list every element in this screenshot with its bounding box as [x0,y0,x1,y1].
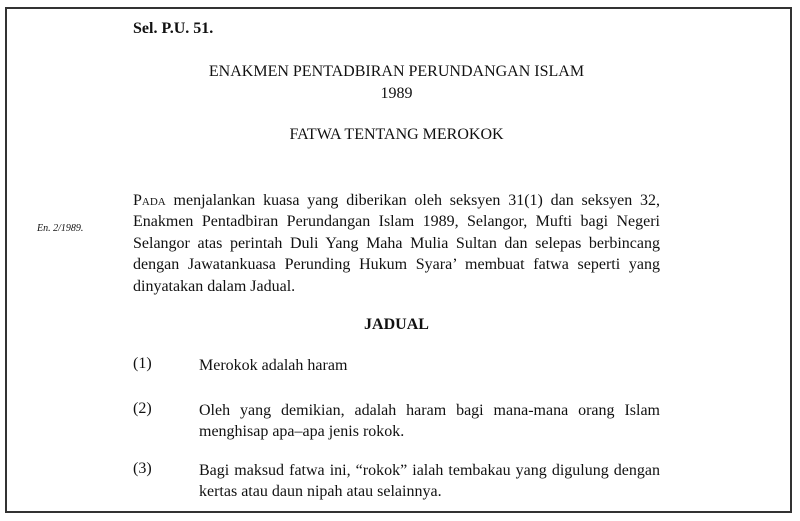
item-text: Merokok adalah haram [199,357,348,374]
preamble-text: menjalankan kuasa yang diberikan oleh seksyen 31(1) dan seksyen 32, Enakmen Pentadbiran Perundangan Islam 1989, Selangor, Mufti bagi Negeri Selangor atas perintah Duli Yang Maha Mulia Sultan dan selepas berbincang dengan Jawatankuasa Perunding Hukum Syara’ membuat fatwa seperti yang dinyatakan dalam Jadual. [133,192,660,295]
preamble-paragraph [133,190,660,297]
enactment-year: 1989 [380,85,413,102]
enactment-title: ENAKMEN PENTADBIRAN PERUNDANGAN ISLAM [208,63,585,80]
item-number: (2) [133,400,152,417]
fatwa-title: FATWA TENTANG MEROKOK [289,126,504,143]
preamble-first-word: Pada [133,192,166,209]
item-number: (1) [133,355,152,372]
item-text: Bagi maksud fatwa ini, “rokok” ialah tembakau yang digulung dengan kertas atau daun nipah atau selainnya. [199,462,660,501]
margin-note: En. 2/1989. [37,223,84,234]
item-text: Oleh yang demikian, adalah haram bagi mana-mana orang Islam menghisap apa–apa jenis rokok. [199,402,660,441]
schedule-heading: JADUAL [364,316,429,333]
item-number: (3) [133,460,152,477]
reference-number: Sel. P.U. 51. [133,20,214,37]
